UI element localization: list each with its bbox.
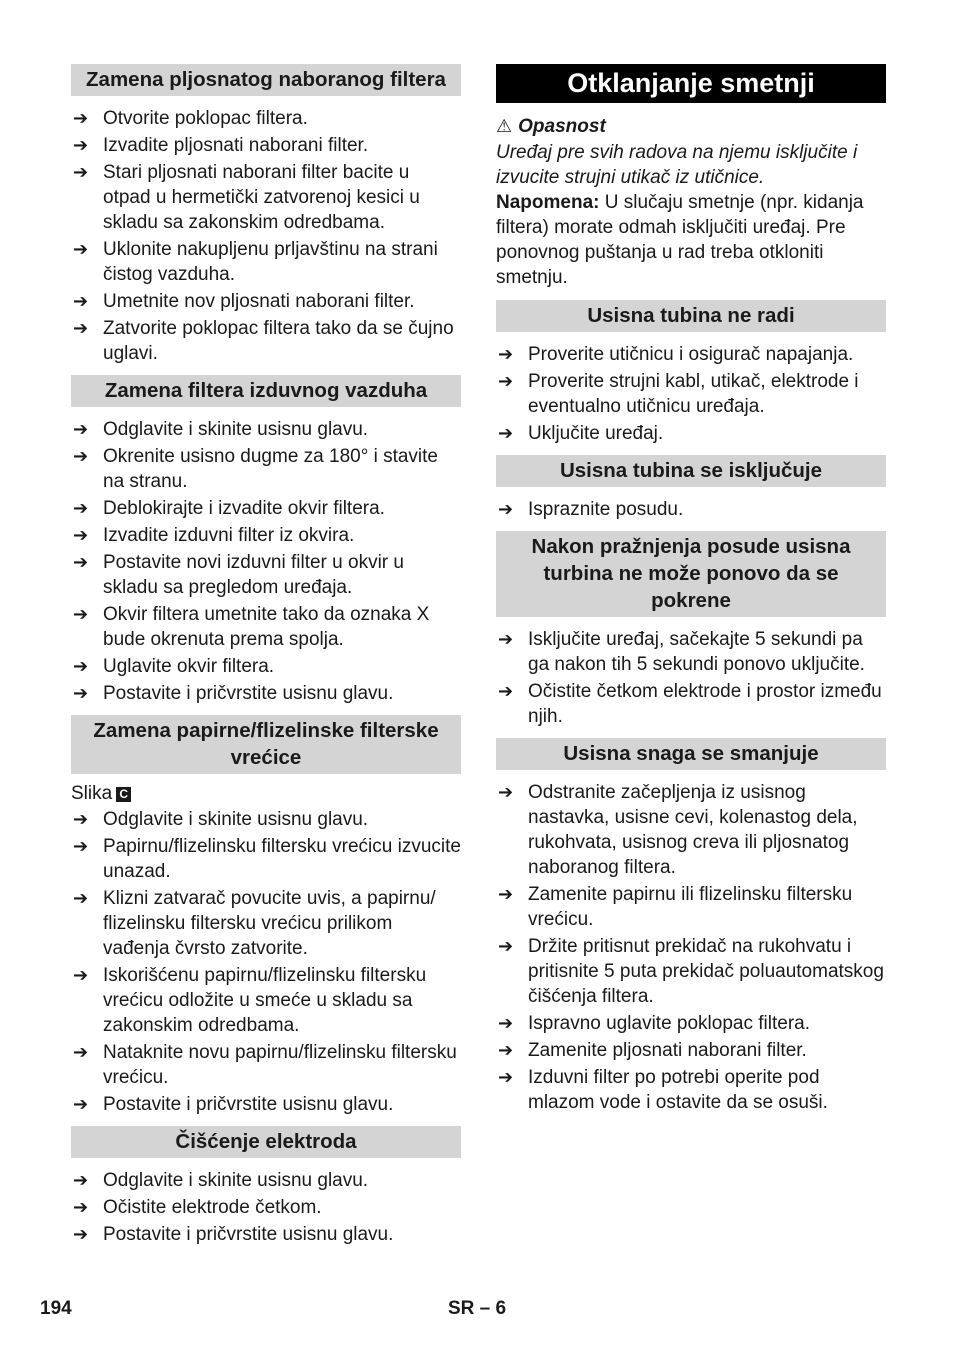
list-item: ➔ Očistite četkom elektrode i prostor između njih.: [498, 681, 882, 727]
figure-reference: Slika C: [71, 781, 461, 806]
arrow-right-icon: ➔: [73, 836, 89, 856]
page-number: 194: [40, 1298, 72, 1319]
list-item: ➔ Postavite i pričvrstite usisnu glavu.: [73, 1094, 394, 1115]
section-heading-electrodes: Čišćenje elektroda: [71, 1126, 461, 1158]
list-item: ➔ Očistite elektrode četkom.: [73, 1197, 322, 1218]
section-heading-turbine-not-working: Usisna tubina ne radi: [496, 300, 886, 332]
list-item: ➔ Odglavite i skinite usisnu glavu.: [73, 1170, 369, 1191]
list-item: ➔ Uključite uređaj.: [498, 423, 664, 444]
list-item: ➔ Isključite uređaj, sačekajte 5 sekundi pa ga nakon tih 5 sekundi ponovo uključite.: [498, 629, 865, 675]
list-item: ➔ Postavite novi izduvni filter u okvir u skladu sa pregledom uređaja.: [73, 552, 404, 598]
arrow-right-icon: ➔: [498, 344, 514, 364]
arrow-right-icon: ➔: [498, 499, 514, 519]
steps-turbine-switches-off: [496, 497, 886, 522]
section-heading-turbine-switches-off: Usisna tubina se isključuje: [496, 455, 886, 487]
arrow-right-icon: ➔: [73, 291, 89, 311]
list-item: ➔ Odglavite i skinite usisnu glavu.: [73, 419, 369, 440]
arrow-right-icon: ➔: [498, 1013, 514, 1033]
arrow-right-icon: ➔: [73, 1094, 89, 1114]
arrow-right-icon: ➔: [73, 656, 89, 676]
section-heading-turbine-restart: Nakon pražnjenja posude usisna turbina ne može ponovo da se pokrene: [496, 531, 886, 617]
section-heading-suction-power: Usisna snaga se smanjuje: [496, 738, 886, 770]
list-item: ➔ Okvir filtera umetnite tako da oznaka X bude okrenuta prema spolja.: [73, 604, 430, 650]
list-item: ➔ Zamenite pljosnati naborani filter.: [498, 1040, 807, 1061]
arrow-right-icon: ➔: [498, 936, 514, 956]
list-item: ➔ Deblokirajte i izvadite okvir filtera.: [73, 498, 385, 519]
warning-triangle-icon: ⚠: [496, 116, 513, 136]
left-column: [71, 64, 461, 1256]
list-item: ➔ Izduvni filter po potrebi operite pod mlazom vode i ostavite da se osuši.: [498, 1067, 828, 1113]
arrow-right-icon: ➔: [73, 525, 89, 545]
arrow-right-icon: ➔: [73, 135, 89, 155]
section-heading-filter-bag: Zamena papirne/flizelinske filterske vrećice: [71, 715, 461, 774]
steps-filter-bag: [71, 807, 461, 1117]
list-item: ➔ Postavite i pričvrstite usisnu glavu.: [73, 683, 394, 704]
list-item: ➔ Proverite utičnicu i osigurač napajanja.: [498, 344, 854, 365]
note-text: U slučaju smetnje (npr. kidanja filtera) morate odmah isključiti uređaj. Pre ponovnog puštanja u rad treba otkloniti smetnju.: [496, 192, 864, 288]
steps-electrodes: [71, 1168, 461, 1247]
list-item: ➔ Zamenite papirnu ili flizelinsku filtersku vrećicu.: [498, 884, 853, 930]
arrow-right-icon: ➔: [73, 419, 89, 439]
arrow-right-icon: ➔: [73, 888, 89, 908]
list-item: ➔ Stari pljosnati naborani filter bacite u otpad u hermetički zatvorenoj kesici u skladu sa zakonskim odredbama.: [73, 162, 420, 233]
list-item: ➔ Ispraznite posudu.: [498, 499, 684, 520]
list-item: ➔ Iskorišćenu papirnu/flizelinsku filtersku vrećicu odložite u smeće u skladu sa zakonskim odredbama.: [73, 965, 427, 1036]
arrow-right-icon: ➔: [73, 498, 89, 518]
arrow-right-icon: ➔: [498, 629, 514, 649]
list-item: ➔ Proverite strujni kabl, utikač, elektrode i eventualno utičnicu uređaja.: [498, 371, 859, 417]
list-item: ➔ Izvadite izduvni filter iz okvira.: [73, 525, 355, 546]
list-item: ➔ Odstranite začepljenja iz usisnog nastavka, usisne cevi, kolenastog dela, rukohvata, usisnog creva ili pljosnatog naboranog filtera.: [498, 782, 858, 878]
list-item: ➔ Nataknite novu papirnu/flizelinsku filtersku vrećicu.: [73, 1042, 457, 1088]
list-item: ➔ Klizni zatvarač povucite uvis, a papirnu/ flizelinsku filtersku vrećicu prilikom vađenja čvrsto zatvorite.: [73, 888, 436, 959]
steps-exhaust-filter: [71, 417, 461, 706]
arrow-right-icon: ➔: [498, 884, 514, 904]
list-item: ➔ Uklonite nakupljenu prljavštinu na strani čistog vazduha.: [73, 239, 438, 285]
steps-suction-power: [496, 780, 886, 1115]
section-heading-exhaust-filter: Zamena filtera izduvnog vazduha: [71, 375, 461, 407]
main-title: Otklanjanje smetnji: [496, 64, 886, 103]
arrow-right-icon: ➔: [498, 423, 514, 443]
warning-text: Uređaj pre svih radova na njemu isključite i izvucite strujni utikač iz utičnice.: [496, 142, 858, 188]
list-item: ➔ Papirnu/flizelinsku filtersku vrećicu izvucite unazad.: [73, 836, 461, 882]
arrow-right-icon: ➔: [73, 809, 89, 829]
note-label: Napomena:: [496, 192, 600, 213]
arrow-right-icon: ➔: [498, 1040, 514, 1060]
arrow-right-icon: ➔: [498, 782, 514, 802]
arrow-right-icon: ➔: [73, 318, 89, 338]
section-heading-flat-filter: Zamena pljosnatog naboranog filtera: [71, 64, 461, 96]
list-item: ➔ Ispravno uglavite poklopac filtera.: [498, 1013, 810, 1034]
list-item: ➔ Izvadite pljosnati naborani filter.: [73, 135, 369, 156]
arrow-right-icon: ➔: [73, 683, 89, 703]
arrow-right-icon: ➔: [73, 446, 89, 466]
arrow-right-icon: ➔: [73, 965, 89, 985]
note: [496, 190, 886, 290]
arrow-right-icon: ➔: [498, 1067, 514, 1087]
arrow-right-icon: ➔: [498, 371, 514, 391]
figure-badge: C: [116, 787, 131, 802]
list-item: ➔ Uglavite okvir filtera.: [73, 656, 275, 677]
arrow-right-icon: ➔: [73, 162, 89, 182]
arrow-right-icon: ➔: [73, 1197, 89, 1217]
warning-heading: ⚠ Opasnost: [496, 116, 606, 137]
arrow-right-icon: ➔: [73, 108, 89, 128]
arrow-right-icon: ➔: [73, 1042, 89, 1062]
list-item: ➔ Odglavite i skinite usisnu glavu.: [73, 809, 369, 830]
arrow-right-icon: ➔: [73, 604, 89, 624]
list-item: ➔ Okrenite usisno dugme za 180° i stavite na stranu.: [73, 446, 438, 492]
arrow-right-icon: ➔: [73, 1170, 89, 1190]
steps-turbine-restart: [496, 627, 886, 729]
arrow-right-icon: ➔: [73, 552, 89, 572]
list-item: ➔ Otvorite poklopac filtera.: [73, 108, 308, 129]
steps-turbine-not-working: [496, 342, 886, 446]
arrow-right-icon: ➔: [498, 681, 514, 701]
section-code: SR – 6: [448, 1298, 507, 1319]
arrow-right-icon: ➔: [73, 1224, 89, 1244]
steps-flat-filter: [71, 106, 461, 366]
right-column: [496, 64, 886, 1124]
list-item: ➔ Postavite i pričvrstite usisnu glavu.: [73, 1224, 394, 1245]
arrow-right-icon: ➔: [73, 239, 89, 259]
list-item: ➔ Držite pritisnut prekidač na rukohvatu i pritisnite 5 puta prekidač poluautomatskog čišćenja filtera.: [498, 936, 884, 1007]
list-item: ➔ Umetnite nov pljosnati naborani filter.: [73, 291, 415, 312]
list-item: ➔ Zatvorite poklopac filtera tako da se čujno uglavi.: [73, 318, 454, 364]
